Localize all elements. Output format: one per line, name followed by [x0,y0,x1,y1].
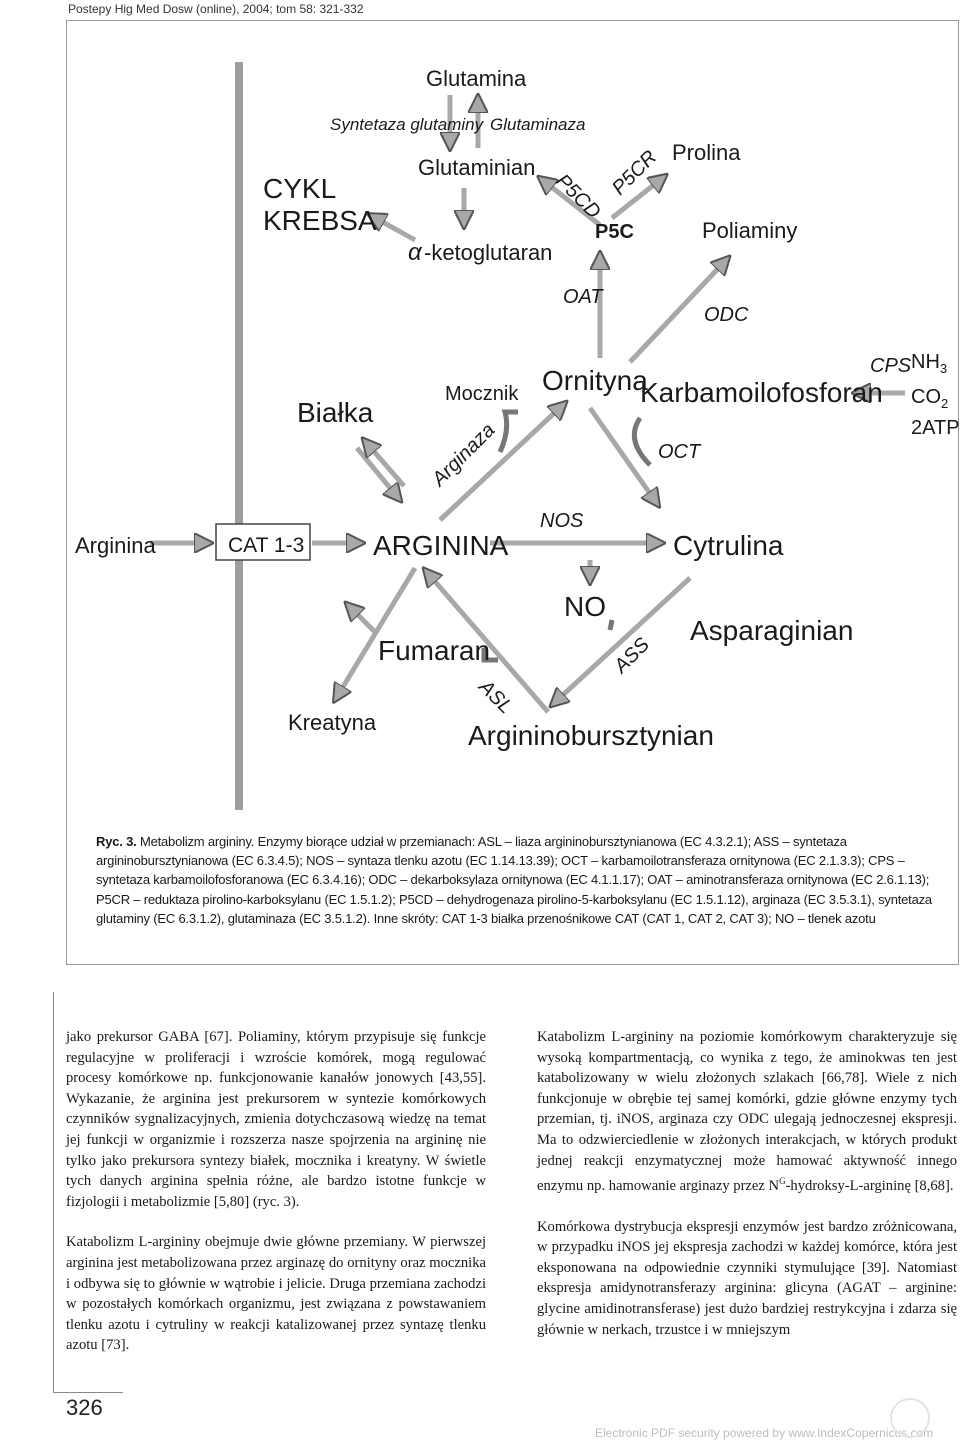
label-ass: ASS [609,633,654,678]
branch-oct [634,418,650,465]
paragraph: jako prekursor GABA [67]. Poliaminy, którym przypisuje się funkcje regulacyjne w proliferacji i wzroście komórek, mogą regulować procesy komórkowe np. funkcjonowanie kanałów jonowych [43,55]. Wykazanie, że arginina jest prekursorem w syntezie komórkowych czynników sygnalizacyjnych, zmienia dotychczasową wiedzę na temat jej funkcji w organizmie i rozszerza nasze spojrzenia na argininę nie tylko jako prekursora syntezy białek, mocznika i kreatyny. W świetle tych danych arginina spełnia różne, ale bardzo istotne funkcje w fizjologii i metabolizmie [5,80] (ryc. 3). [66,1029,486,1210]
paragraph: Komórkowa dystrybucja ekspresji enzymów jest bardzo zróżnicowana, w przypadku iNOS jej ekspresja zachodzi w każdej komórce, która jest eksponowana na odpowiednie czynniki stymulujące [39]. Natomiast ekspresja amidynotransferazy arginina: glicyna (AGAT – arginine: glycine amidinotransferase) jest dużo bardziej restrykcyjna i zdarza się głównie w nerkach, trzustce i w mniejszym [537,1218,957,1338]
label-cytrulina: Cytrulina [673,530,784,561]
label-alfa: α [408,239,422,266]
label-ornityna: Ornityna [542,365,648,396]
arrow-oct [590,408,658,505]
paragraph: Katabolizm L-argininy na poziomie komórkowym charakteryzuje się wysoką kompartmentacją, co wynika z tego, że aminokwas ten jest katabolizowany w wielu złożonych szlakach [66,78]. Wiele z nich funkcjonuje w obrębie tej samej komórki, gdzie główne enzymy tych przemian, tj. iNOS, arginaza czy ODC ulegają jednoczesnej ekspresji. Ma to odzwierciedlenie w złożonych interakcjach, w których produkt jednej reakcji enzymatycznej może hamować aktywność innego enzymu np. hamowanie arginazy przez $N^G-hydroksy-L$-argininę [8,68]. [537,1029,957,1195]
label-glutaminaza: Glutaminaza [490,115,586,134]
label-p5c: P5C [595,221,634,243]
label-cat: CAT 1-3 [228,534,305,557]
caption-text: Metabolizm argininy. Enzymy biorące udział w przemianach: ASL – liaza argininobursztynianowa (EC 4.3.2.1); ASS – syntetaza argininobursztynianowa (EC 6.3.4.5); NOS – syntaza tlenku azotu (EC 1.14.13.39); OCT – karbamoilotransferaza ornitynowa (EC 2.1.3.3); CPS – syntetaza karbamoilofosforanowa (EC 6.3.4.16); ODC – dekarboksylaza ornitynowa (EC 4.1.1.17); OAT – aminotransferaza ornitynowa (EC 2.6.1.13); P5CR – reduktaza pirolino-karboksylanu (EC 1.5.1.2); P5CD – dehydrogenaza pirolino-5-karboksylanu (EC 1.5.1.12), arginaza (EC 3.5.3.1), syntetaza glutaminy (EC 6.3.1.2), glutaminaza (EC 3.5.1.2). Inne skróty: CAT 1-3 białka przenośnikowe CAT (CAT 1, CAT 2, CAT 3); NO – tlenek azotu [96,834,932,926]
paragraph: Katabolizm L-argininy obejmuje dwie główne przemiany. W pierwszej arginina jest metabolizowana przez arginazę do ornityny oraz mocznika i odbywa się to głównie w wątrobie i jelicie. Druga przemiana zachodzi w pozostałych komórkach organizmu, jest związana z powstawaniem tlenku azotu i cytruliny w reakcji katalizowanej przez syntazę tlenku azotu [73]. [66,1234,486,1354]
label-co2: $CO_2$ [911,386,949,411]
caption-label: Ryc. 3. [96,834,137,849]
watermark-logo-icon [890,1398,930,1438]
footer-rule [53,1392,123,1393]
label-asparaginian: Asparaginian [690,615,854,646]
arrow-fumaran [347,604,375,632]
label-arginaza: Arginaza [427,419,500,491]
vertical-bar [235,62,243,810]
label-poliaminy: Poliaminy [702,218,798,243]
label-odc: ODC [704,304,749,326]
label-fumaran: Fumaran [378,635,491,666]
label-cykl: CYKL [263,173,337,204]
label-syntetaza-glutaminy: Syntetaza glutaminy [330,115,484,134]
arrow-krebs [370,215,415,240]
label-p5cd: P5CD [551,169,605,224]
label-karbamoilofosforan: Karbamoilofosforan [640,377,883,408]
label-glutaminian: Glutaminian [418,155,536,180]
branch-mocznik [500,412,518,452]
label-argininobursztynian: Argininobursztynian [468,720,714,751]
arrow-kreatyna [335,568,415,700]
label-krebsa: KREBSA [263,205,377,236]
left-margin-rule [53,992,54,1392]
side-branches [484,412,650,660]
running-header: Postepy Hig Med Dosw (online), 2004; tom 58: 321-332 [68,2,364,16]
label-glutamina: Glutamina [426,66,527,91]
body-column-right [537,1027,957,1360]
label-nh3: $NH_3$ [911,351,948,376]
label-2atp: 2ATP [911,417,960,439]
label-mocznik: Mocznik [445,383,519,405]
label-arginina: Arginina [75,533,156,558]
watermark-text: Electronic PDF security powered by www.IndexCopernicus.com [595,1426,934,1440]
body-column-left [66,1027,486,1376]
label-oat: OAT [563,286,603,308]
label-asl: ASL [474,675,517,719]
label-bialka: Białka [297,397,374,428]
label-ketoglutaran: -ketoglutaran [424,240,553,265]
label-oct: OCT [658,441,701,463]
label-arginina-main: ARGININA [373,530,509,561]
page-number: 326 [66,1395,103,1420]
label-prolina: Prolina [672,140,741,165]
figure-caption [96,832,956,928]
branch-ass [610,620,612,630]
label-p5cr: P5CR [607,146,662,200]
label-nos: NOS [540,510,584,532]
label-kreatyna: Kreatyna [288,710,377,735]
label-no: NO [564,591,606,622]
label-cps: CPS [870,355,912,377]
